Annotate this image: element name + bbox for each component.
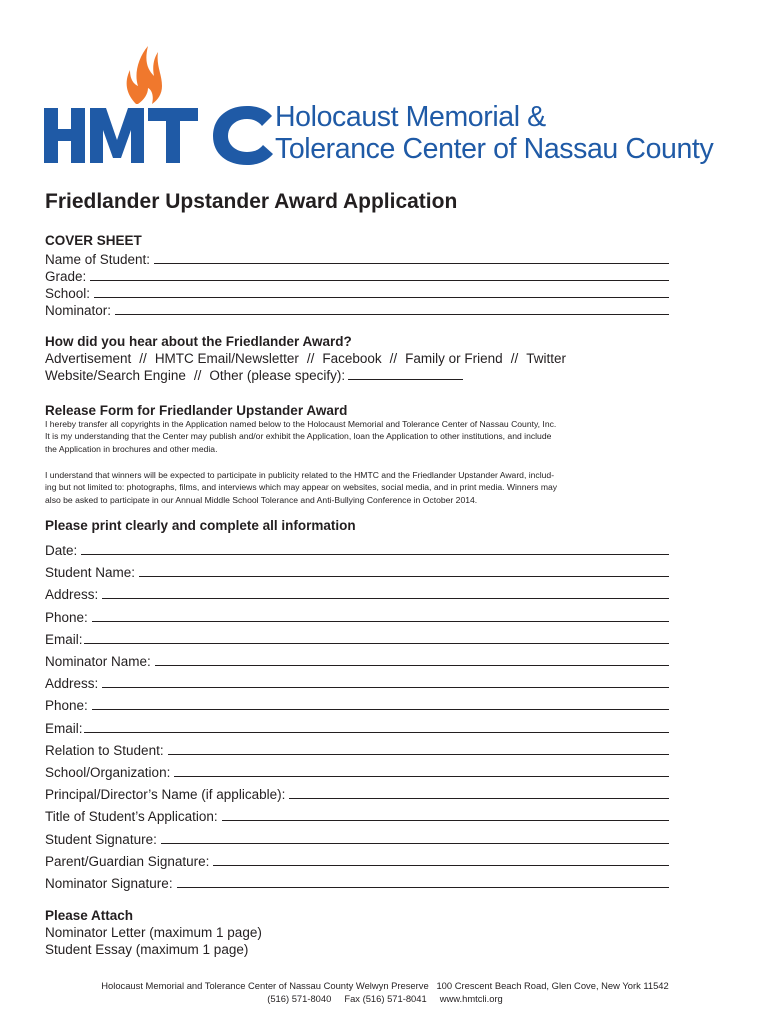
blank-line[interactable] (168, 754, 669, 755)
cover-field-student-name[interactable] (45, 250, 669, 267)
option-family-or-friend[interactable]: Family or Friend (405, 351, 503, 366)
blank-line[interactable] (174, 776, 669, 777)
field-label: School: (45, 286, 91, 301)
footer-address: Holocaust Memorial and Tolerance Center of Nassau County Welwyn Preserve 100 Crescent Beach Road, Glen Cove, New York 11542 (101, 980, 669, 991)
release-p2-line: ing but not limited to: photographs, films, and interviews which may appear on websites, social media, and in print media. Winners may (45, 482, 558, 493)
other-specify-blank[interactable] (348, 369, 463, 380)
info-field-relation-to-student[interactable] (45, 741, 669, 758)
field-label: Nominator Signature: (45, 876, 173, 891)
field-label: Email: (45, 631, 83, 647)
blank-line[interactable] (154, 263, 669, 264)
option-other[interactable]: Other (please specify): (209, 368, 346, 383)
release-p1-line: I hereby transfer all copyrights in the Application named below to the Holocaust Memorial and Tolerance Center of Nassau County, Inc. (45, 419, 557, 429)
separator: // (139, 351, 147, 366)
info-field-parent-guardian-signature[interactable] (45, 852, 669, 869)
hear-about-options-row1 (45, 351, 566, 366)
separator: // (389, 351, 398, 366)
release-heading: Release Form for Friedlander Upstander Award (45, 403, 348, 418)
option-hmtc-email-newsletter[interactable]: HMTC Email/Newsletter (154, 351, 299, 366)
blank-line[interactable] (102, 598, 669, 599)
info-field-student-name[interactable] (45, 563, 669, 580)
field-label: Address: (45, 676, 99, 692)
field-label: Relation to Student: (45, 742, 164, 758)
blank-line[interactable] (102, 687, 669, 688)
blank-line[interactable] (177, 887, 669, 888)
info-field-title-of-application[interactable] (45, 807, 669, 824)
info-field-principal-director-name[interactable] (45, 785, 669, 802)
field-label: Date: (45, 543, 78, 558)
separator: // (306, 351, 315, 366)
info-field-student-address[interactable] (45, 585, 669, 602)
cover-field-nominator[interactable] (45, 301, 669, 318)
blank-line[interactable] (139, 576, 669, 577)
hmtc-logo (44, 44, 734, 169)
blank-line[interactable] (155, 665, 669, 666)
release-p2-line: also be asked to participate in our Annual Middle School Tolerance and Anti-Bullying Conference in October 2014. (45, 494, 478, 505)
field-label: Phone: (45, 698, 88, 714)
field-label: Name of Student: (45, 252, 151, 267)
info-field-school-organization[interactable] (45, 763, 669, 780)
attach-heading: Please Attach (45, 908, 134, 923)
field-label: Student Name: (45, 565, 136, 581)
info-field-nominator-email[interactable] (45, 719, 669, 736)
separator: // (193, 368, 202, 383)
option-advertisement[interactable]: Advertisement (45, 351, 132, 366)
info-field-student-signature[interactable] (45, 830, 669, 847)
blank-line[interactable] (213, 865, 669, 866)
blank-line[interactable] (81, 554, 669, 555)
field-label: Nominator Name: (45, 654, 151, 669)
org-name-line2: Tolerance Center of Nassau County (275, 133, 714, 165)
info-field-nominator-signature[interactable] (45, 874, 669, 891)
hear-about-options-row2 (45, 368, 463, 383)
blank-line[interactable] (84, 732, 669, 733)
cover-field-school[interactable] (45, 284, 669, 301)
option-website-search-engine[interactable]: Website/Search Engine (45, 368, 186, 383)
separator: // (510, 351, 519, 366)
attach-item-student-essay: Student Essay (maximum 1 page) (45, 942, 249, 957)
release-paragraph-1 (45, 418, 727, 455)
blank-line[interactable] (115, 314, 669, 315)
info-heading: Please print clearly and complete all information (45, 518, 356, 533)
field-label: Email: (45, 720, 83, 736)
field-label: School/Organization: (45, 765, 171, 780)
field-label: Address: (45, 587, 99, 603)
info-field-student-email[interactable] (45, 630, 669, 647)
option-twitter[interactable]: Twitter (526, 351, 566, 366)
hear-about-heading: How did you hear about the Friedlander Award? (45, 334, 352, 349)
field-label: Principal/Director’s Name (if applicable): (45, 787, 286, 803)
info-field-student-phone[interactable] (45, 608, 669, 625)
info-field-nominator-name[interactable] (45, 652, 669, 669)
cover-field-grade[interactable] (45, 267, 669, 284)
blank-line[interactable] (161, 843, 669, 844)
org-name-line1: Holocaust Memorial & (275, 101, 546, 133)
blank-line[interactable] (289, 798, 669, 799)
release-p2-line: I understand that winners will be expected to participate in publicity related to the HMTC and the Friedlander Upstander Award, includ- (45, 470, 555, 480)
info-field-nominator-phone[interactable] (45, 696, 669, 713)
blank-line[interactable] (92, 621, 669, 622)
footer-contact: (516) 571-8040 Fax (516) 571-8041 www.hmtcli.org (267, 993, 503, 1004)
blank-line[interactable] (222, 820, 669, 821)
release-p1-line: It is my understanding that the Center may publish and/or exhibit the Application, loan the Application to other institutions, and include (45, 431, 552, 442)
field-label: Title of Student’s Application: (45, 809, 218, 825)
field-label: Nominator: (45, 303, 112, 318)
flame-logo-icon (44, 44, 276, 169)
option-facebook[interactable]: Facebook (322, 351, 382, 366)
info-field-date[interactable] (45, 541, 669, 558)
field-label: Grade: (45, 269, 87, 284)
field-label: Student Signature: (45, 831, 157, 847)
field-label: Parent/Guardian Signature: (45, 853, 210, 869)
blank-line[interactable] (92, 709, 669, 710)
info-field-nominator-address[interactable] (45, 674, 669, 691)
blank-line[interactable] (94, 297, 669, 298)
release-p1-line: the Application in brochures and other media. (45, 443, 218, 454)
form-title: Friedlander Upstander Award Application (45, 190, 458, 213)
cover-sheet-heading: COVER SHEET (45, 233, 142, 248)
blank-line[interactable] (84, 643, 669, 644)
release-paragraph-2 (45, 469, 727, 506)
attach-item-nominator-letter: Nominator Letter (maximum 1 page) (45, 925, 262, 940)
blank-line[interactable] (90, 280, 669, 281)
field-label: Phone: (45, 609, 88, 625)
